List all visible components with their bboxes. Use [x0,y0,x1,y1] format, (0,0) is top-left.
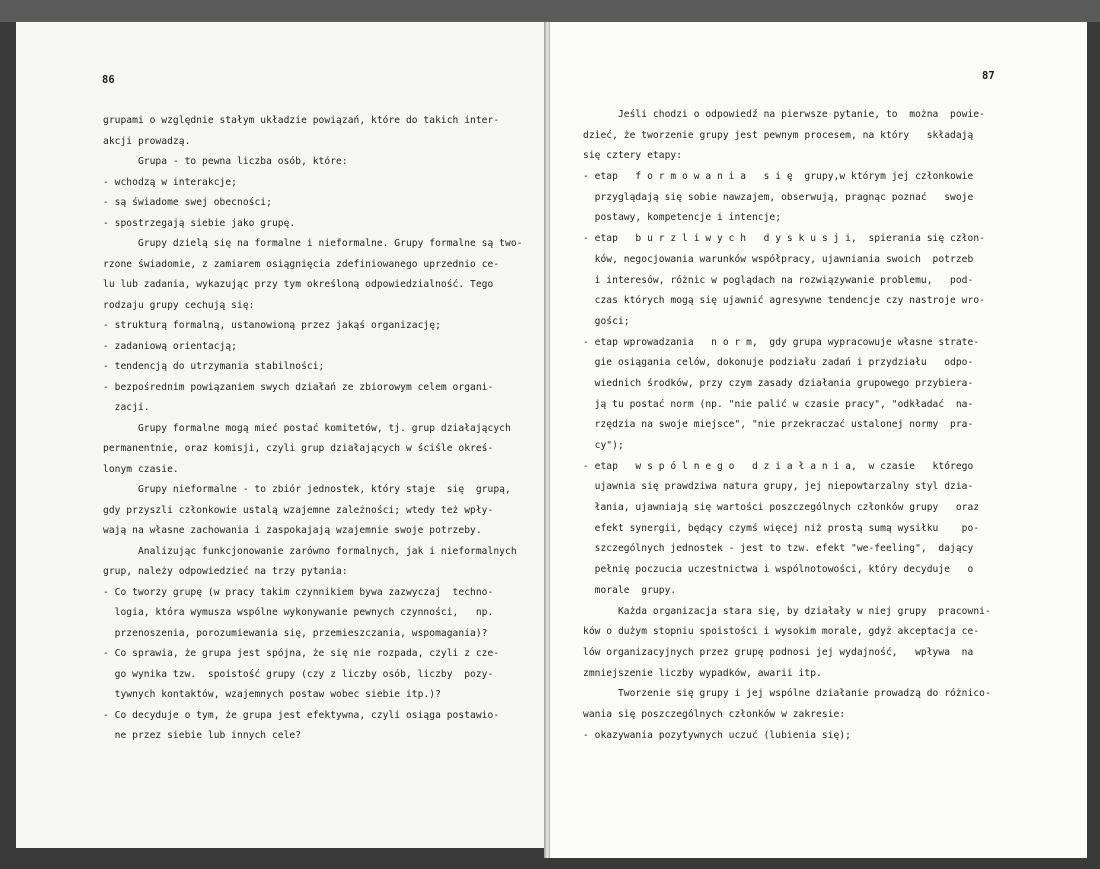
text-line: czas których mogą się ujawnić agresywne tendencje czy nastroje wro- [583,295,985,307]
text-line: Grupy dzielą się na formalne i nieformalne. Grupy formalne są two- [103,238,523,249]
text-line: przenoszenia, porozumiewania się, przemieszczania, wspomagania)? [103,627,488,639]
text-line: - etap b u r z l i w y c h d y s k u s j i, spierania się człon- [583,233,985,245]
text-line: Grupa - to pewna liczba osób, które: [103,156,348,167]
text-line: się cztery etapy: [583,150,683,162]
text-line: gości; [583,315,630,327]
text-line: ujawnia się prawdziwa natura grupy, jej niepowtarzalny styl dzia- [583,481,974,493]
text-line: Grupy formalne mogą mieć postać komitetów, tj. grup działających [103,422,511,434]
text-line: Jeśli chodzi o odpowiedź na pierwsze pytanie, to można powie- [583,109,985,120]
text-line: morale grupy. [583,584,677,596]
text-line: - wchodzą w interakcje; [103,176,237,188]
text-line: ków o dużym stopniu spoistości i wysokim morale, gdyż akceptacja ce- [583,626,980,638]
text-line: zacji. [103,402,150,413]
text-line: rzędzia na swoje miejsce", "nie przekraczać ustalonej normy pra- [583,419,974,431]
text-line: gie osiągania celów, dokonuje podziału zadań i przydziału odpo- [583,357,974,369]
text-line: - tendencją do utrzymania stabilności; [103,361,325,372]
text-line: wiednich środków, przy czym zasady działania grupowego przybiera- [583,377,974,389]
text-line: Analizując funkcjonowanie zarówno formalnych, jak i nieformalnych [103,545,517,557]
text-line: szczególnych jednostek - jest to tzw. efekt "we-feeling", dający [583,543,974,555]
text-line: - Co decyduje o tym, że grupa jest efektywna, czyli osiąga postawio- [103,709,500,721]
text-line: pełnię poczucia uczestnictwa i wspólnotowości, który decyduje o [583,564,974,576]
text-line: - Co sprawia, że grupa jest spójna, że się nie rozpada, czyli z cze- [103,648,500,659]
text-line: - etap wprowadzania n o r m, gdy grupa wypracowuje własne strate- [583,336,980,348]
text-line: przyglądają się sobie nawzajem, obserwują, pragnąc poznać swoje [583,191,974,203]
text-line: ją tu postać norm (np. "nie palić w czasie pracy", "odkładać na- [583,398,974,410]
text-line: Każda organizacja stara się, by działały w niej grupy pracowni- [583,605,991,617]
text-line: ków, negocjowania warunków współpracy, ujawniania swoich potrzeb [583,253,974,265]
text-line: - etap f o r m o w a n i a s i ę grupy,w którym jej członkowie [583,171,974,183]
text-line: - Co tworzy grupę (w pracy takim czynnikiem bywa zazwyczaj techno- [103,586,494,598]
text-line: - okazywania pozytywnych uczuć (lubienia się); [583,729,851,741]
left-page [16,22,546,848]
text-line: Grupy nieformalne - to zbiór jednostek, który staje się grupą, [103,484,511,495]
text-line: grup, należy odpowiedzieć na trzy pytania: [103,566,348,577]
text-line: - spostrzegają siebie jako grupę. [103,217,296,229]
text-line: ne przez siebie lub innych cele? [103,730,302,741]
text-line: grupami o względnie stałym układzie powiązań, które do takich inter- [103,115,500,126]
text-line: tywnych kontaktów, wzajemnych postaw wobec siebie itp.)? [103,689,441,700]
text-line: - są świadome swej obecności; [103,197,272,208]
text-line: lów organizacyjnych przez grupę podnosi jej wydajność, wpływa na [583,646,974,658]
text-line: lu lub zadania, wykazując przy tym określoną odpowiedzialność. Tego [103,279,494,290]
text-line: gdy przyszli członkowie ustalą wzajemne zależności; wtedy też wpły- [103,504,494,516]
text-line: cy"); [583,440,624,451]
text-line: postawy, kompetencje i intencje; [583,212,782,224]
page-text-body [103,111,522,747]
text-line: akcji prowadzą. [103,135,191,147]
text-line: lonym czasie. [103,463,179,475]
scanner-top-edge [0,0,1100,22]
page-text-body [583,105,991,746]
text-line: rodzaju grupy cechują się: [103,299,255,311]
text-line: i interesów, różnic w poglądach na rozwiązywanie problemu, pod- [583,274,974,286]
text-line: - etap w s p ó l n e g o d z i a ł a n i a, w czasie którego [583,460,974,472]
text-line: rzone świadomie, z zamiarem osiągnięcia zdefiniowanego uprzednio ce- [103,258,500,270]
right-page [550,22,1087,858]
page-number: 87 [982,70,995,82]
text-line: efekt synergii, będący czymś więcej niż prostą sumą wysiłku po- [583,522,980,534]
text-line: Tworzenie się grupy i jej wspólne działanie prowadzą do różnico- [583,688,991,700]
text-line: - zadaniową orientacją; [103,340,237,352]
text-line: logia, która wymusza wspólne wykonywanie pewnych czynności, np. [103,607,494,618]
text-line: zmniejszenie liczby wypadków, awarii itp. [583,667,822,679]
text-line: łania, ujawniają się wartości poszczególnych członków grupy oraz [583,502,980,514]
text-line: wają na własne zachowania i zaspokajają wzajemnie swoje potrzeby. [103,525,482,536]
text-line: go wynika tzw. spoistość grupy (czy z liczby osób, liczby pozy- [103,668,494,680]
text-line: - strukturą formalną, ustanowioną przez jakąś organizację; [103,320,441,331]
text-line: wania się poszczególnych członków w zakresie: [583,708,846,720]
text-line: permanentnie, oraz komisji, czyli grup działających w ściśle okreś- [103,443,494,454]
text-line: dzieć, że tworzenie grupy jest pewnym procesem, na który składają [583,129,974,141]
text-line: - bezpośrednim powiązaniem swych działań ze zbiorowym celem organi- [103,381,494,393]
page-number: 86 [102,74,115,86]
